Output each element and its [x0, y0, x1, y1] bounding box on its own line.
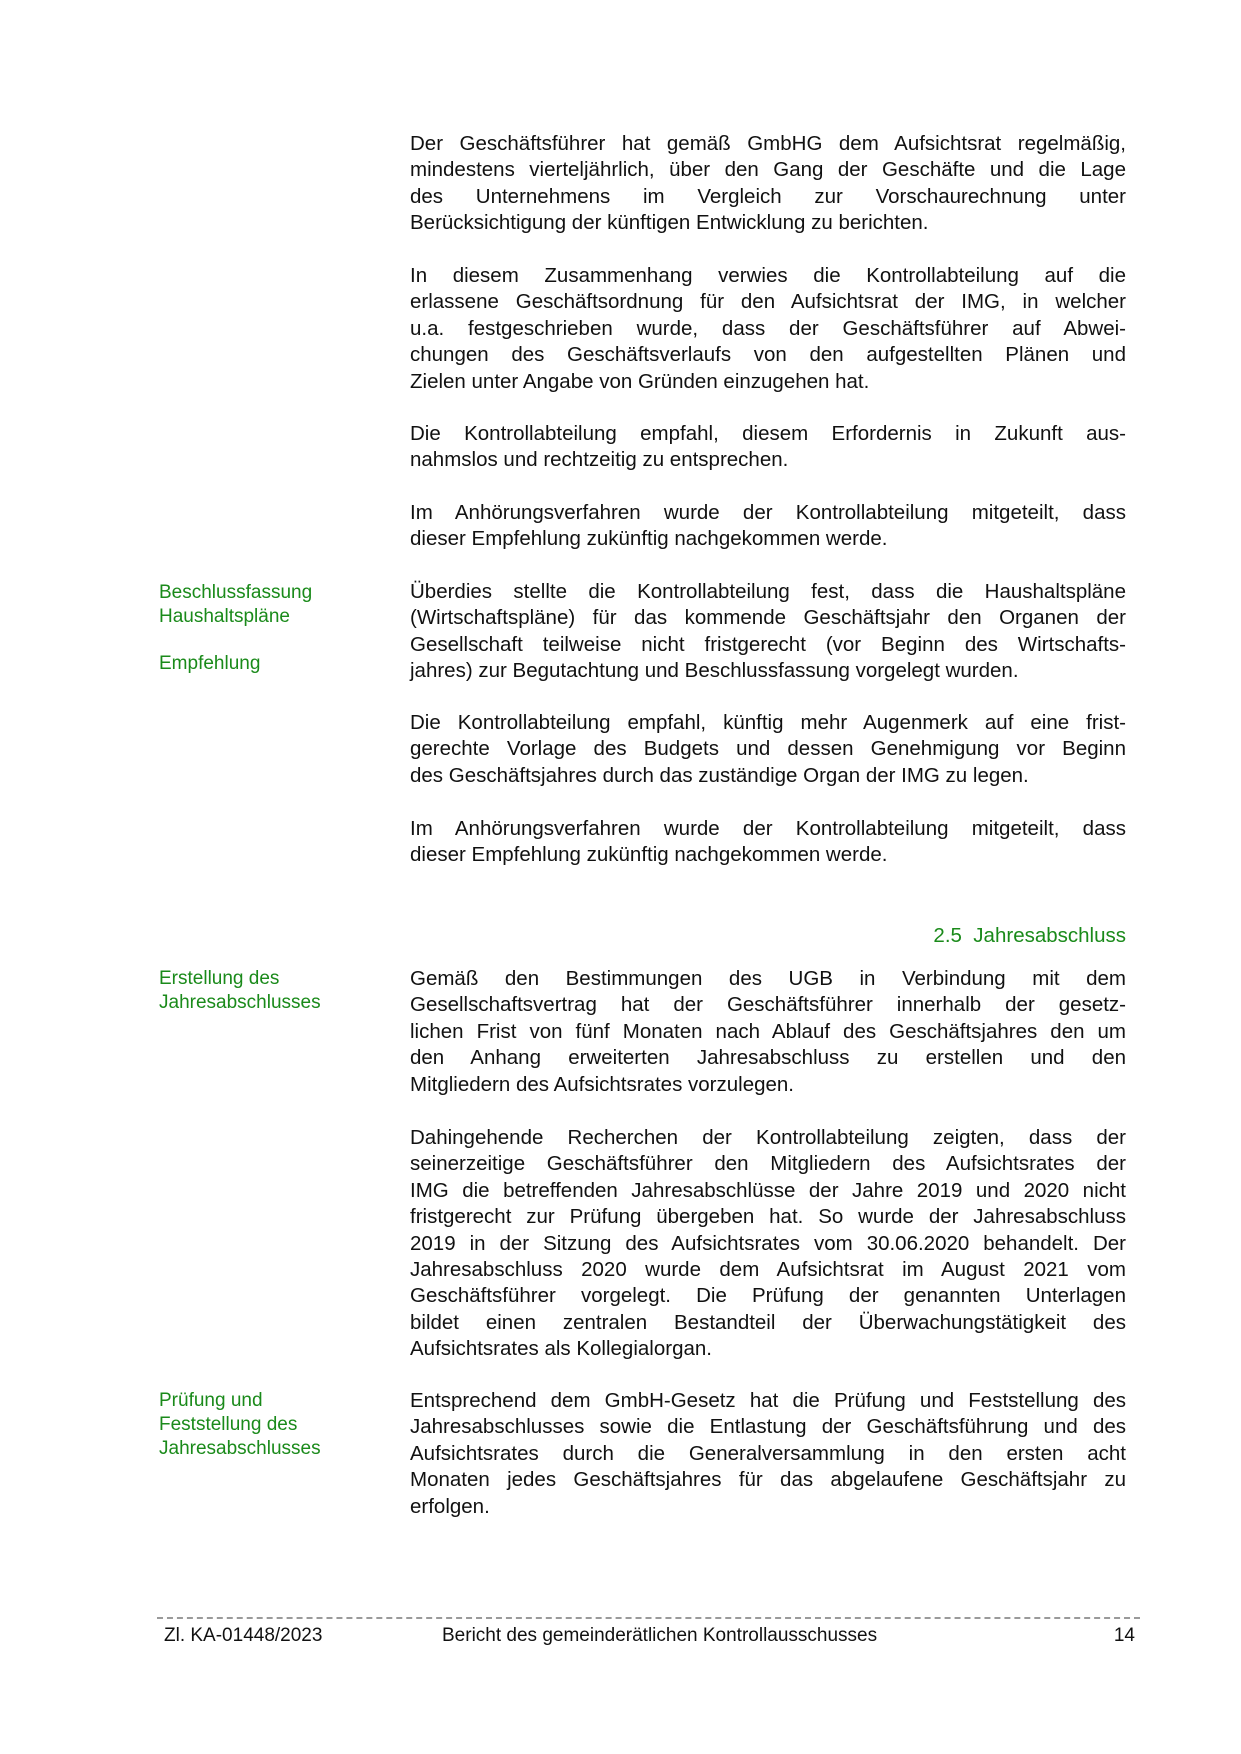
text-line: Im Anhörungsverfahren wurde der Kontrollabteilung mitgeteilt, dass [410, 501, 1126, 524]
text-line: gerechte Vorlage des Budgets und dessen Genehmigung vor Beginn [410, 737, 1126, 761]
margin-label-line: Erstellung des [159, 968, 280, 989]
page-number: 14 [1113, 1625, 1135, 1646]
margin-label-line: Jahresabschlusses [159, 1438, 321, 1459]
text-line: Die Kontrollabteilung empfahl, künftig mehr Augenmerk auf eine frist- [410, 711, 1126, 734]
margin-label [159, 1389, 321, 1461]
text-line: lichen Frist von fünf Monaten nach Ablauf des Geschäftsjahres den um [410, 1019, 1126, 1043]
footer-title: Bericht des gemeinderätlichen Kontrollausschusses [442, 1625, 878, 1646]
margin-label [159, 967, 321, 1015]
text-line: Dahingehende Recherchen der Kontrollabteilung zeigten, dass der [410, 1126, 1126, 1149]
text-line: Überdies stellte die Kontrollabteilung fest, dass die Haushaltspläne [410, 580, 1126, 603]
paragraph [410, 131, 1126, 237]
margin-label [159, 652, 260, 676]
text-line: Berücksichtigung der künftigen Entwicklung zu berichten. [410, 211, 929, 235]
text-line: nahmslos und rechtzeitig zu entsprechen. [410, 448, 789, 472]
text-line: In diesem Zusammenhang verwies die Kontrollabteilung auf die [410, 264, 1126, 287]
margin-label-line: Prüfung und [159, 1390, 263, 1411]
paragraph [410, 1388, 1126, 1520]
text-line: IMG die betreffenden Jahresabschlüsse der Jahre 2019 und 2020 nicht [410, 1178, 1126, 1202]
text-line: Entsprechend dem GmbH-Gesetz hat die Prüfung und Feststellung des [410, 1389, 1126, 1412]
text-line: dieser Empfehlung zukünftig nachgekommen werde. [410, 843, 888, 867]
text-line: Jahresabschlusses sowie die Entlastung der Geschäftsführung und des [410, 1415, 1126, 1439]
text-line: Der Geschäftsführer hat gemäß GmbHG dem Aufsichtsrat regelmäßig, [410, 132, 1126, 155]
text-line: erlassene Geschäftsordnung für den Aufsichtsrat der IMG, in welcher [410, 290, 1126, 314]
paragraph [410, 500, 1126, 553]
text-line: Geschäftsführer vorgelegt. Die Prüfung der genannten Unterlagen [410, 1284, 1126, 1308]
text-line: erfolgen. [410, 1494, 490, 1518]
text-line: Jahresabschluss 2020 wurde dem Aufsichtsrat im August 2021 vom [410, 1257, 1126, 1281]
text-line: chungen des Geschäftsverlaufs von den aufgestellten Plänen und [410, 343, 1126, 367]
text-line: Zielen unter Angabe von Gründen einzugehen hat. [410, 369, 870, 393]
text-line: 2019 in der Sitzung des Aufsichtsrates vom 30.06.2020 behandelt. Der [410, 1231, 1126, 1255]
footer-reference: Zl. KA-01448/2023 [164, 1625, 323, 1646]
paragraph [410, 421, 1126, 474]
margin-label-line: Haushaltspläne [159, 606, 290, 627]
paragraph [410, 579, 1126, 685]
text-line: Die Kontrollabteilung empfahl, diesem Erfordernis in Zukunft aus- [410, 422, 1126, 445]
text-line: des Geschäftsjahres durch das zuständige Organ der IMG zu legen. [410, 763, 1029, 787]
text-line: Im Anhörungsverfahren wurde der Kontrollabteilung mitgeteilt, dass [410, 817, 1126, 840]
text-line: (Wirtschaftspläne) für das kommende Geschäftsjahr den Organen der [410, 606, 1126, 630]
margin-label [159, 581, 312, 629]
margin-label-line: Empfehlung [159, 653, 261, 674]
text-line: Monaten jedes Geschäftsjahres für das abgelaufene Geschäftsjahr zu [410, 1468, 1126, 1492]
text-line: Gesellschaftsvertrag hat der Geschäftsführer innerhalb der gesetz- [410, 993, 1126, 1017]
text-line: Gemäß den Bestimmungen des UGB in Verbindung mit dem [410, 967, 1126, 990]
paragraph [410, 263, 1126, 395]
text-line: fristgerecht zur Prüfung übergeben hat. So wurde der Jahresabschluss [410, 1205, 1126, 1229]
text-line: Aufsichtsrates als Kollegialorgan. [410, 1337, 712, 1361]
section-heading: 2.5 Jahresabschluss [933, 924, 1126, 947]
margin-label-line: Feststellung des [159, 1414, 298, 1435]
text-line: bildet einen zentralen Bestandteil der Überwachungstätigkeit des [410, 1310, 1126, 1334]
margin-label-line: Beschlussfassung [159, 582, 313, 603]
text-line: mindestens vierteljährlich, über den Gang der Geschäfte und die Lage [410, 158, 1126, 182]
text-line: jahres) zur Begutachtung und Beschlussfassung vorgelegt wurden. [410, 659, 1019, 683]
footer-divider [157, 1617, 1140, 1619]
paragraph [410, 966, 1126, 1098]
margin-label-line: Jahresabschlusses [159, 992, 321, 1013]
text-line: u.a. festgeschrieben wurde, dass der Geschäftsführer auf Abwei- [410, 316, 1126, 340]
text-line: Mitgliedern des Aufsichtsrates vorzulegen. [410, 1072, 795, 1096]
text-line: den Anhang erweiterten Jahresabschluss zu erstellen und den [410, 1046, 1126, 1070]
text-line: seinerzeitige Geschäftsführer den Mitgliedern des Aufsichtsrates der [410, 1152, 1126, 1176]
paragraph [410, 816, 1126, 869]
text-line: des Unternehmens im Vergleich zur Vorschaurechnung unter [410, 184, 1126, 208]
text-line: Gesellschaft teilweise nicht fristgerecht (vor Beginn des Wirtschafts- [410, 632, 1126, 656]
text-line: dieser Empfehlung zukünftig nachgekommen werde. [410, 527, 888, 551]
paragraph [410, 1125, 1126, 1363]
paragraph [410, 710, 1126, 789]
text-line: Aufsichtsrates durch die Generalversammlung in den ersten acht [410, 1441, 1126, 1465]
